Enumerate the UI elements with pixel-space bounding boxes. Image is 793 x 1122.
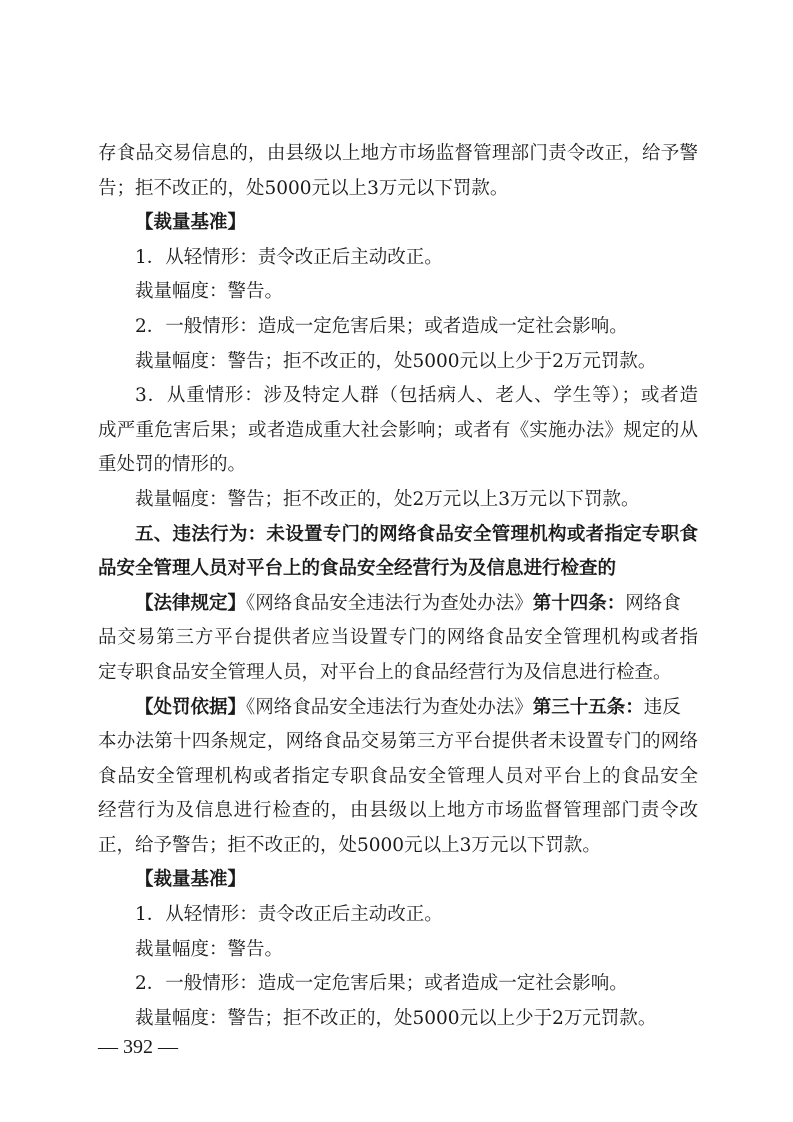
body-line: 经营行为及信息进行检查的，由县级以上地方市场监督管理部门责令改: [98, 800, 698, 822]
body-line: 食品安全管理机构或者指定专职食品安全管理人员对平台上的食品安全: [98, 765, 698, 787]
body-line: 3．从重情形：涉及特定人群（包括病人、老人、学生等）；或者造: [135, 385, 698, 407]
body-line: 1．从轻情形：责令改正后主动改正。: [135, 246, 443, 268]
body-line: 正，给予警告；拒不改正的，处5000元以上3万元以下罚款。: [98, 834, 601, 856]
body-line: 存食品交易信息的，由县级以上地方市场监督管理部门责令改正，给予警: [98, 143, 698, 164]
body-line: 2．一般情形：造成一定危害后果；或者造成一定社会影响。: [135, 315, 628, 337]
body-line: 重处罚的情形的。: [98, 454, 247, 476]
body-line: 裁量幅度：警告；拒不改正的，处2万元以上3万元以下罚款。: [135, 488, 640, 510]
body-line: 定专职食品安全管理人员，对平台上的食品经营行为及信息进行检查。: [98, 661, 672, 683]
body-line: 1．从轻情形：责令改正后主动改正。: [135, 904, 443, 926]
body-line: 品交易第三方平台提供者应当设置专门的网络食品安全管理机构或者指: [98, 627, 698, 649]
page-number: — 392 —: [98, 1036, 178, 1058]
body-line: 裁量幅度：警告。: [135, 281, 284, 303]
document-body: [98, 137, 698, 1036]
violation-heading: 五、违法行为：未设置专门的网络食品安全管理机构或者指定专职食: [135, 523, 698, 545]
body-line: 裁量幅度：警告；拒不改正的，处5000元以上少于2万元罚款。: [135, 1007, 657, 1029]
legal-provision-text: 网络食: [625, 592, 681, 614]
section-heading-discretion: 【裁量基准】: [135, 212, 247, 234]
violation-heading-cont: 品安全管理人员对平台上的食品安全经营行为及信息进行检查的: [98, 558, 617, 580]
body-line: 裁量幅度：警告；拒不改正的，处5000元以上少于2万元罚款。: [135, 350, 657, 372]
penalty-basis-source: 《网络食品安全违法行为查处办法》: [246, 696, 533, 718]
penalty-basis-article: 第三十五条：: [532, 696, 644, 718]
body-line: 2．一般情形：造成一定危害后果；或者造成一定社会影响。: [135, 973, 628, 995]
legal-provision-label: 【法律规定】: [135, 592, 247, 614]
penalty-basis-label: 【处罚依据】: [135, 696, 247, 718]
body-line: 本办法第十四条规定，网络食品交易第三方平台提供者未设置专门的网络: [98, 731, 698, 753]
body-line: 告；拒不改正的，处5000元以上3万元以下罚款。: [98, 177, 509, 199]
legal-provision-article: 第十四条：: [532, 592, 626, 614]
legal-provision-line: [98, 587, 698, 622]
penalty-basis-line: [98, 691, 698, 726]
penalty-basis-text: 违反: [643, 696, 681, 718]
body-line: 成严重危害后果；或者造成重大社会影响；或者有《实施办法》规定的从: [98, 419, 698, 441]
body-line: 裁量幅度：警告。: [135, 938, 284, 960]
section-heading-discretion: 【裁量基准】: [135, 869, 247, 891]
legal-provision-source: 《网络食品安全违法行为查处办法》: [246, 592, 533, 614]
